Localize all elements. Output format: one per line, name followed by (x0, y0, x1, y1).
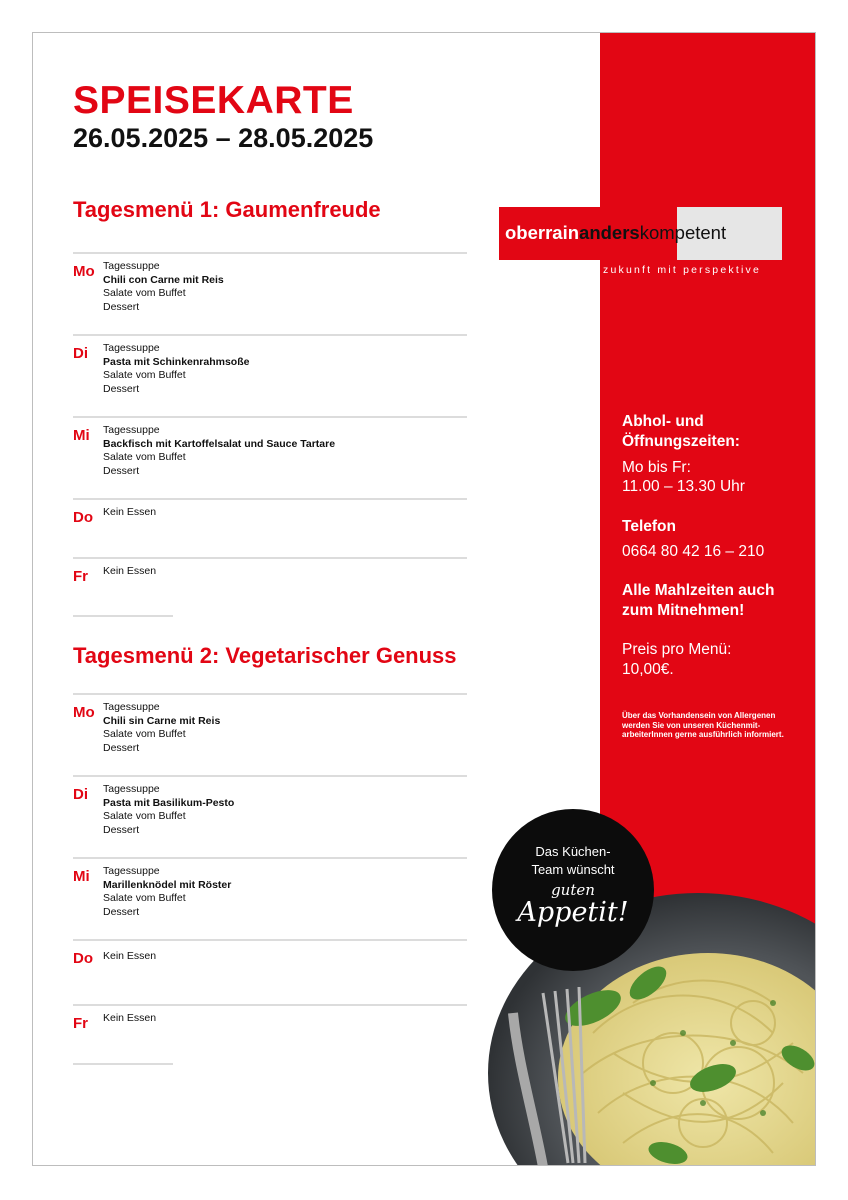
menu-1-di-dishes (103, 342, 249, 397)
divider (73, 498, 467, 500)
dish-salad: Salate vom Buffet (103, 451, 186, 464)
dish-soup: Tagessuppe (103, 342, 160, 354)
dish-main: Marillenknödel mit Röster (103, 878, 232, 891)
menu-2-fr-dishes (103, 1012, 156, 1026)
dish-salad: Salate vom Buffet (103, 287, 186, 300)
dish-soup: Tagessuppe (103, 260, 160, 272)
dish-main: Pasta mit Schinkenrahmsoße (103, 355, 250, 368)
price-label: Preis pro Menü: (622, 641, 732, 658)
badge-line-4: Appetit! (517, 897, 629, 928)
dish-dessert: Dessert (103, 301, 140, 314)
page-title: SPEISEKARTE (73, 79, 354, 122)
dish-dessert: Dessert (103, 383, 140, 396)
logo-word-oberrain: oberrain (505, 222, 580, 243)
menu-2-day-fr: Fr (73, 1015, 88, 1032)
section-end-divider (73, 615, 173, 617)
divider (73, 557, 467, 559)
dish-salad: Salate vom Buffet (103, 728, 186, 741)
menu-2-do-dishes (103, 950, 156, 964)
menu-1-mo-dishes (103, 260, 224, 315)
menu-2-mi-dishes (103, 865, 231, 920)
menu-1-do-dishes (103, 506, 156, 520)
menu-2-day-do: Do (73, 950, 93, 967)
dish-main: Chili sin Carne mit Reis (103, 714, 221, 727)
divider (73, 416, 467, 418)
dish-dessert: Dessert (103, 906, 140, 919)
badge-line-2: Team wünscht (531, 862, 615, 877)
menu-1-day-di: Di (73, 345, 88, 362)
menu-2-day-mi: Mi (73, 868, 90, 885)
dish-none: Kein Essen (103, 1012, 157, 1024)
menu-1-fr-dishes (103, 565, 156, 579)
hours-heading-1: Abhol- und (622, 413, 704, 430)
menu-1-mi-dishes (103, 424, 335, 479)
menu-page (32, 32, 816, 1166)
phone-heading: Telefon (622, 518, 676, 535)
dish-main: Backfisch mit Kartoffelsalat und Sauce Tartare (103, 437, 336, 450)
divider (73, 1004, 467, 1006)
dish-dessert: Dessert (103, 465, 140, 478)
divider (73, 775, 467, 777)
dish-salad: Salate vom Buffet (103, 369, 186, 382)
badge-line-3: guten (551, 881, 595, 899)
divider (73, 693, 467, 695)
logo-tagline: zukunft mit perspektive (603, 264, 761, 276)
menu-2-heading: Tagesmenü 2: Vegetarischer Genuss (73, 643, 457, 668)
phone-number: 0664 80 42 16 – 210 (622, 543, 765, 560)
badge-line-1: Das Küchen- (535, 844, 611, 859)
appetit-badge (492, 809, 654, 971)
menu-2-day-mo: Mo (73, 704, 95, 721)
dish-main: Chili con Carne mit Reis (103, 273, 224, 286)
menu-1-heading: Tagesmenü 1: Gaumenfreude (73, 197, 381, 222)
menu-2-day-di: Di (73, 786, 88, 803)
menu-1-day-fr: Fr (73, 568, 88, 585)
dish-none: Kein Essen (103, 506, 157, 518)
dish-dessert: Dessert (103, 742, 140, 755)
hours-time: 11.00 – 13.30 Uhr (622, 478, 745, 495)
hours-heading-2: Öffnungszeiten: (622, 433, 740, 450)
price-value: 10,00€. (622, 661, 674, 678)
divider (73, 252, 467, 254)
company-logo (499, 207, 782, 260)
takeaway-line-2: zum Mitnehmen! (622, 602, 745, 619)
menu-2-di-dishes (103, 783, 234, 838)
divider (73, 939, 467, 941)
date-range: 26.05.2025 – 28.05.2025 (73, 123, 374, 153)
dish-soup: Tagessuppe (103, 865, 160, 877)
dish-salad: Salate vom Buffet (103, 892, 186, 905)
dish-soup: Tagessuppe (103, 424, 160, 436)
divider (73, 857, 467, 859)
dish-soup: Tagessuppe (103, 783, 160, 795)
section-end-divider (73, 1063, 173, 1065)
menu-1-day-mi: Mi (73, 427, 90, 444)
dish-dessert: Dessert (103, 824, 140, 837)
hours-days: Mo bis Fr: (622, 459, 691, 476)
allergen-note: Über das Vorhandensein von Allergenen werden Sie von unseren Küchenmit- arbeiterInnen gerne ausführlich informiert. (622, 711, 784, 739)
takeaway-line-1: Alle Mahlzeiten auch (622, 582, 775, 599)
dish-main: Pasta mit Basilikum-Pesto (103, 796, 235, 809)
menu-2-mo-dishes (103, 701, 220, 756)
dish-none: Kein Essen (103, 565, 157, 577)
divider (73, 334, 467, 336)
dish-salad: Salate vom Buffet (103, 810, 186, 823)
dish-none: Kein Essen (103, 950, 157, 962)
dish-soup: Tagessuppe (103, 701, 160, 713)
menu-1-day-mo: Mo (73, 263, 95, 280)
logo-word-kompetent: kompetent (639, 222, 727, 243)
menu-1-day-do: Do (73, 509, 93, 526)
logo-word-anders: anders (579, 222, 640, 243)
